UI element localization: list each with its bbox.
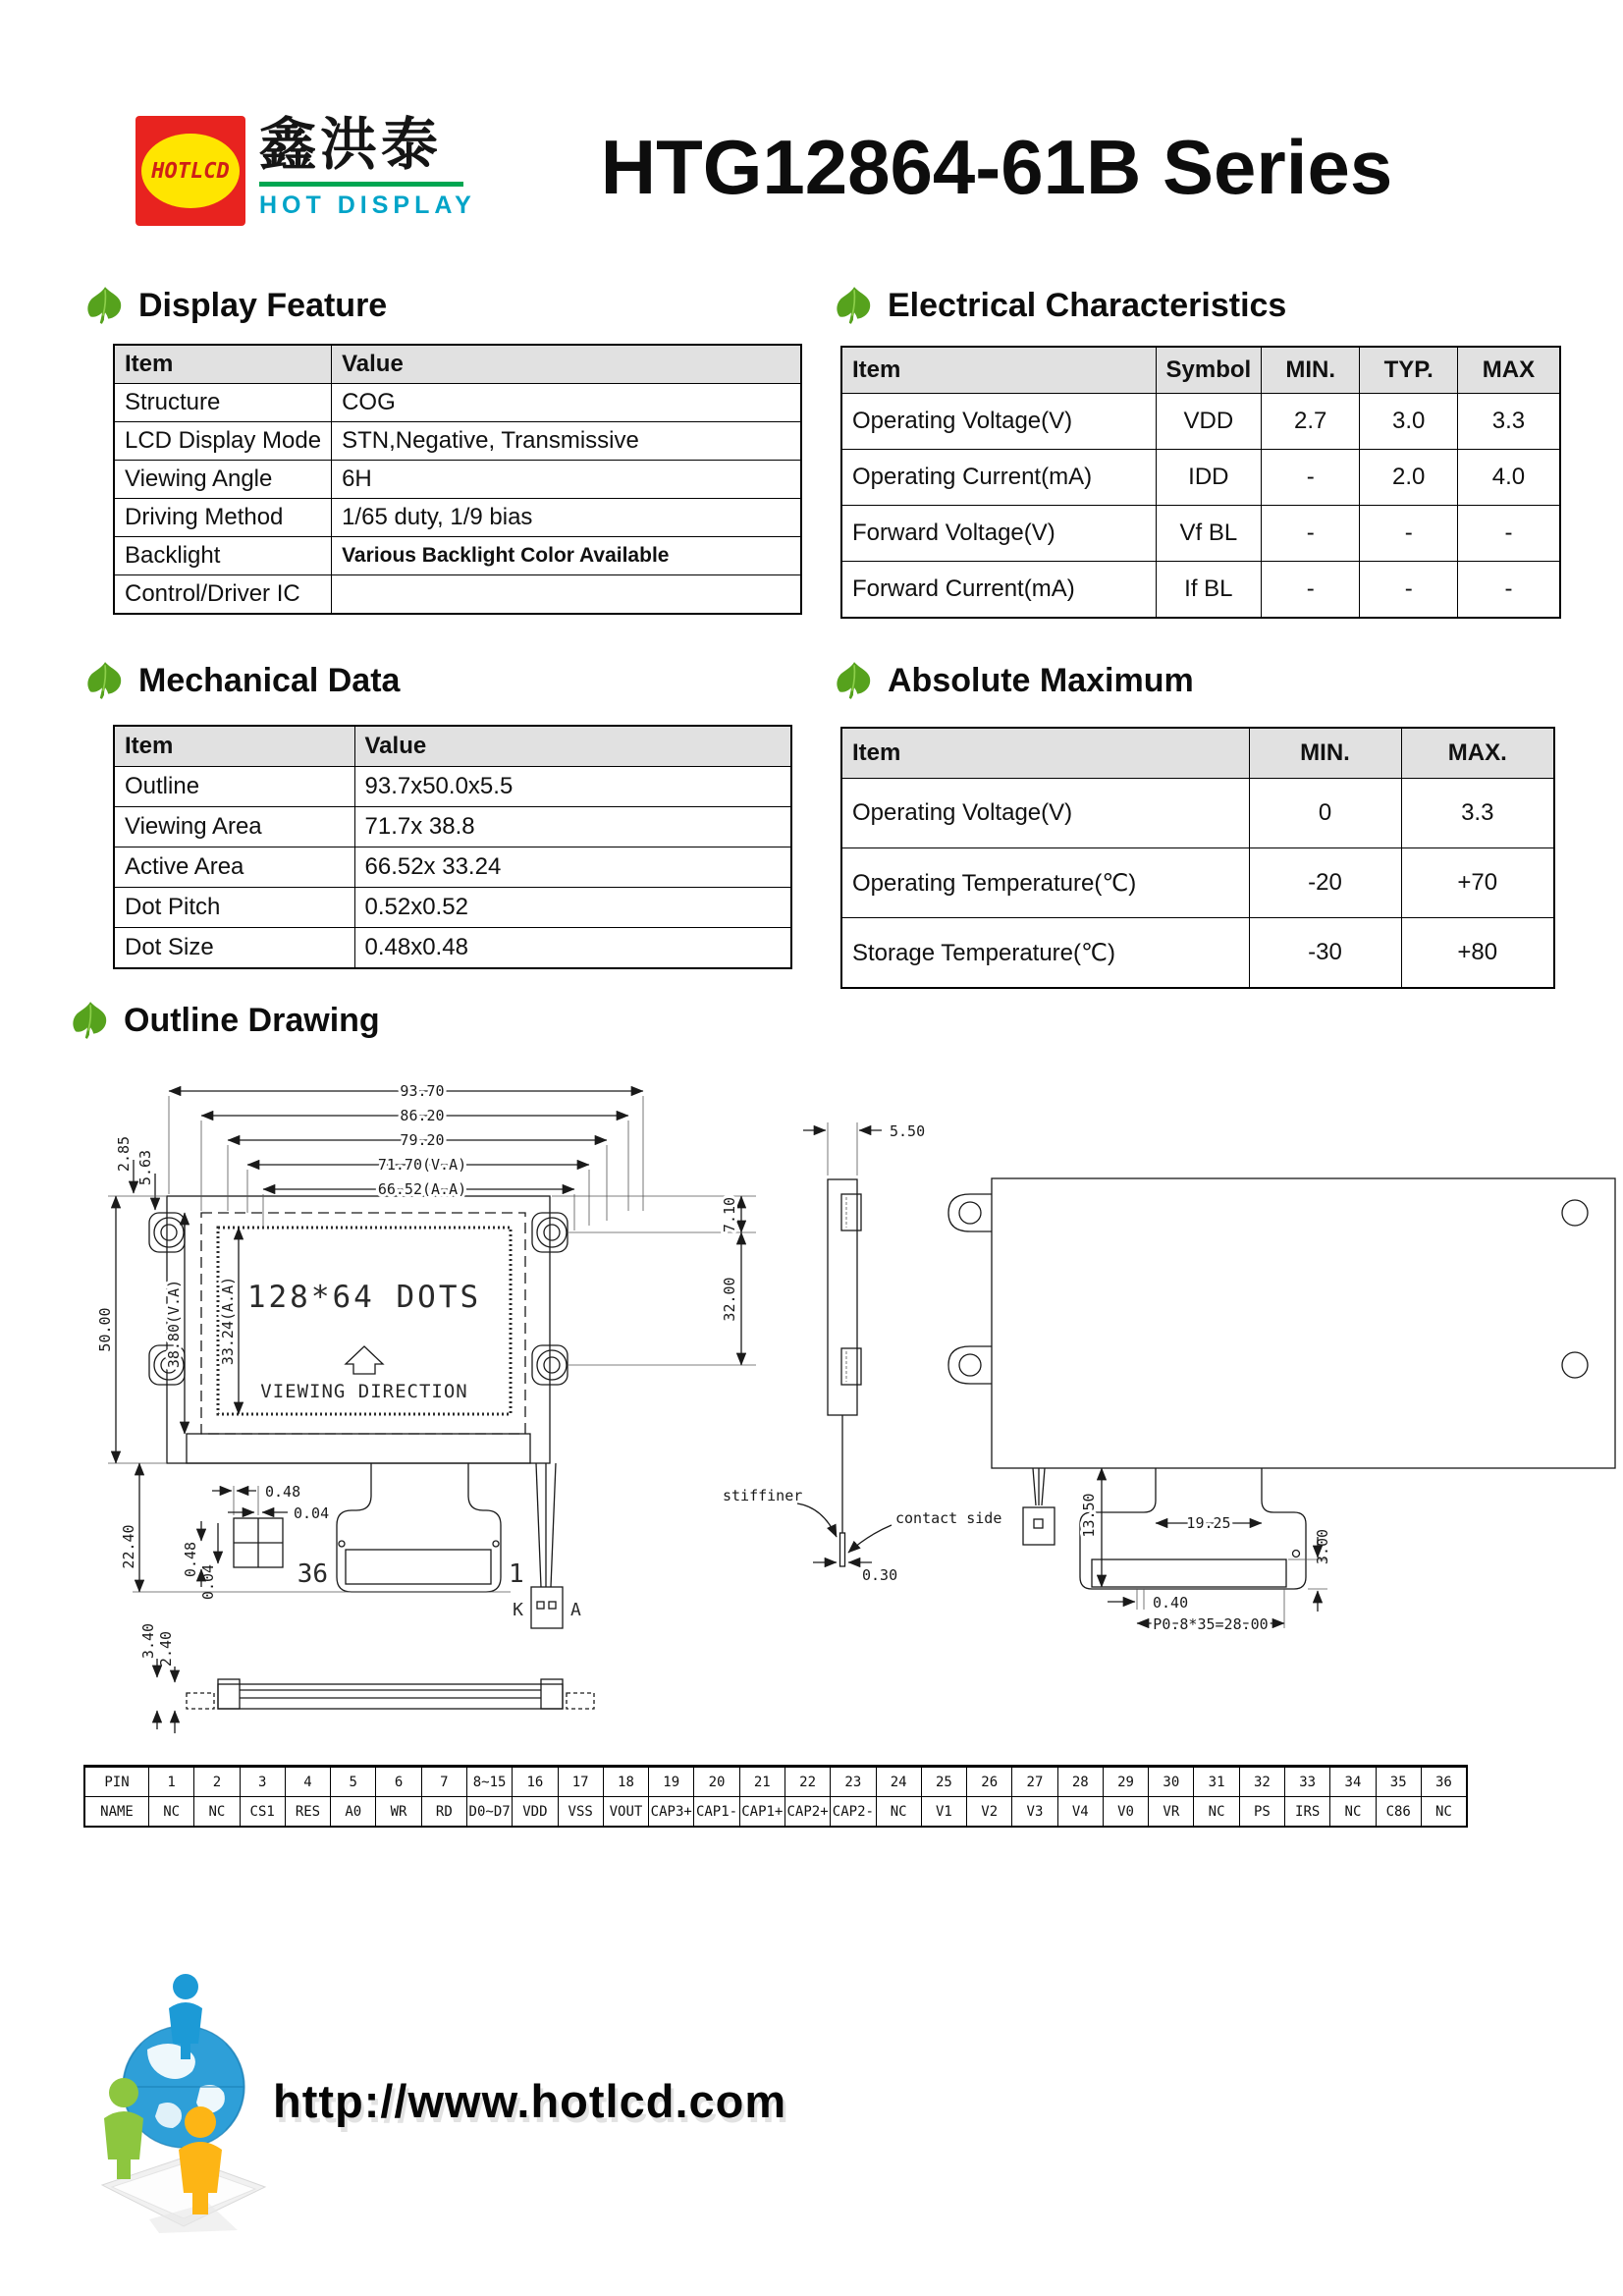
brand-wordmark [259, 114, 475, 220]
pin-cell: 30 [1149, 1767, 1194, 1797]
footer-globe-logo [90, 1940, 272, 2234]
table-cell: Driving Method [114, 499, 332, 537]
pin-cell: RD [421, 1797, 466, 1828]
table-row [841, 506, 1560, 562]
outline-drawing-svg [0, 1064, 1623, 1763]
pin-cell: CAP2+ [784, 1797, 830, 1828]
brand-green-bar [259, 182, 463, 187]
table-cell: 6H [332, 461, 801, 499]
pin-cell: 31 [1194, 1767, 1239, 1797]
pin-cell: NC [1194, 1797, 1239, 1828]
dim-width-86: 86.20 [400, 1107, 445, 1124]
contact-side-label: contact side [895, 1509, 1002, 1527]
column-header: TYP. [1360, 347, 1458, 394]
table-cell: 93.7x50.0x5.5 [354, 767, 791, 807]
table-header-row [841, 728, 1554, 779]
table-cell: Active Area [114, 847, 354, 888]
table-header-row [114, 345, 801, 384]
table-cell: 4.0 [1458, 450, 1560, 506]
dim-top-285: 2.85 [115, 1135, 133, 1173]
pin-row-header: PIN [84, 1767, 149, 1797]
pin-cell: IRS [1285, 1797, 1330, 1828]
table-cell: Forward Voltage(V) [841, 506, 1156, 562]
viewing-direction-arrow-icon [346, 1346, 383, 1374]
column-header: Value [332, 345, 801, 384]
table-cell: - [1458, 562, 1560, 619]
table-cell: +70 [1401, 848, 1554, 918]
table-cell: - [1262, 506, 1360, 562]
table-cell: COG [332, 384, 801, 422]
dim-stiffener-t: 0.30 [862, 1566, 898, 1584]
dim-dot-gap-w: 0.04 [294, 1504, 330, 1522]
table-cell: 2.0 [1360, 450, 1458, 506]
leaf-icon [833, 660, 874, 701]
table-cell: Dot Pitch [114, 888, 354, 928]
dim-dot-w: 0.48 [265, 1483, 301, 1501]
table-cell: Storage Temperature(℃) [841, 918, 1249, 989]
pin-cell: CAP1- [694, 1797, 739, 1828]
pin-cell: 28 [1057, 1767, 1103, 1797]
pin-cell: 29 [1103, 1767, 1148, 1797]
dim-pitch: P0.8*35=28.00 [1153, 1615, 1269, 1633]
table-cell: If BL [1156, 562, 1262, 619]
dim-width-va: 71.70(V.A) [377, 1156, 467, 1174]
pin-cell: 5 [331, 1767, 376, 1797]
table-cell: Various Backlight Color Available [332, 537, 801, 575]
pin-cell: V1 [921, 1797, 966, 1828]
table-cell: Outline [114, 767, 354, 807]
dim-width-total: 93.70 [400, 1082, 445, 1100]
pin-cell: PS [1239, 1797, 1284, 1828]
section-heading: Electrical Characteristics [888, 286, 1287, 324]
section-heading: Absolute Maximum [888, 661, 1194, 699]
brand-subtitle: HOT DISPLAY [259, 191, 476, 219]
column-header: Value [354, 726, 791, 767]
table-header-row [841, 347, 1560, 394]
table-cell: 3.3 [1458, 394, 1560, 450]
pin-cell: 21 [739, 1767, 784, 1797]
table-cell: Operating Voltage(V) [841, 779, 1249, 848]
table-row [841, 848, 1554, 918]
dim-dot-h: 0.48 [182, 1541, 199, 1578]
table-row [114, 767, 791, 807]
table-row [114, 575, 801, 615]
brand-logo-text: HOTLCD [151, 158, 230, 184]
pin-cell: NC [1421, 1797, 1467, 1828]
display-feature-table [113, 344, 802, 615]
table-cell: Forward Current(mA) [841, 562, 1156, 619]
pin-table-row [84, 1767, 1467, 1797]
column-header: MIN. [1249, 728, 1401, 779]
table-header-row [114, 726, 791, 767]
table-cell: LCD Display Mode [114, 422, 332, 461]
section-display-feature [83, 285, 802, 615]
pin-cell: 7 [421, 1767, 466, 1797]
pin-cell: NC [876, 1797, 921, 1828]
column-header: MAX. [1401, 728, 1554, 779]
pin-cell: V2 [967, 1797, 1012, 1828]
pin-cell: 22 [784, 1767, 830, 1797]
pin-cell: V0 [1103, 1797, 1148, 1828]
table-cell: -30 [1249, 918, 1401, 989]
pin-cell: 4 [285, 1767, 330, 1797]
table-row [841, 562, 1560, 619]
absolute-maximum-table [840, 727, 1555, 989]
pin-cell: 23 [831, 1767, 876, 1797]
table-cell: 1/65 duty, 1/9 bias [332, 499, 801, 537]
table-cell [332, 575, 801, 615]
table-cell: - [1262, 562, 1360, 619]
page-title: HTG12864-61B Series [600, 124, 1393, 210]
table-row [114, 928, 791, 969]
pin-cell: 1 [149, 1767, 194, 1797]
pin-cell: 6 [376, 1767, 421, 1797]
pin-cell: 19 [649, 1767, 694, 1797]
dim-fpc-h: 3.00 [1314, 1528, 1331, 1565]
table-cell: 0.48x0.48 [354, 928, 791, 969]
dim-height-va: 38.80(V.A) [165, 1279, 183, 1369]
dim-hole-span: 32.00 [721, 1277, 738, 1322]
table-row [114, 537, 801, 575]
column-header: Item [841, 347, 1156, 394]
pin-cell: VDD [513, 1797, 558, 1828]
pin-cell: NC [1330, 1797, 1376, 1828]
pin-cell: 27 [1012, 1767, 1057, 1797]
pin1-label: 1 [509, 1559, 524, 1589]
pin-cell: C86 [1376, 1797, 1421, 1828]
dim-pad-w: 0.40 [1153, 1594, 1189, 1612]
table-cell: - [1458, 506, 1560, 562]
table-cell: -20 [1249, 848, 1401, 918]
table-cell: VDD [1156, 394, 1262, 450]
dim-thickness: 5.50 [890, 1122, 926, 1140]
pin-cell: 25 [921, 1767, 966, 1797]
table-row [841, 779, 1554, 848]
table-cell: 0.52x0.52 [354, 888, 791, 928]
table-row [114, 384, 801, 422]
dim-profile-h2: 2.40 [157, 1630, 175, 1667]
pin-cell: 36 [1421, 1767, 1467, 1797]
pin-cell: 32 [1239, 1767, 1284, 1797]
table-cell: Viewing Area [114, 807, 354, 847]
leaf-icon [83, 285, 125, 326]
section-outline-drawing [69, 1000, 380, 1041]
table-cell: 0 [1249, 779, 1401, 848]
dim-dot-gap-h: 0.04 [199, 1563, 217, 1601]
table-cell: Dot Size [114, 928, 354, 969]
table-cell: STN,Negative, Transmissive [332, 422, 801, 461]
table-cell: +80 [1401, 918, 1554, 989]
pin36-label: 36 [297, 1559, 328, 1589]
front-view-dimensions [96, 1082, 756, 1592]
pin-cell: VSS [558, 1797, 603, 1828]
electrical-table [840, 346, 1561, 619]
pin-cell: 26 [967, 1767, 1012, 1797]
pin-cell: NC [194, 1797, 240, 1828]
cathode-label: K [513, 1600, 523, 1620]
dim-height-total: 50.00 [96, 1307, 114, 1352]
table-cell: 3.3 [1401, 779, 1554, 848]
anode-label: A [570, 1600, 581, 1620]
pin-cell: 17 [558, 1767, 603, 1797]
table-row [114, 807, 791, 847]
section-heading: Mechanical Data [138, 661, 401, 699]
pin-table [83, 1765, 1468, 1828]
brand-cjk-text: 鑫洪泰 [259, 113, 443, 177]
table-cell: Operating Current(mA) [841, 450, 1156, 506]
pin-cell: CAP1+ [739, 1797, 784, 1828]
dim-hole-offset: 7.10 [721, 1196, 738, 1233]
table-cell: 71.7x 38.8 [354, 807, 791, 847]
table-cell: - [1262, 450, 1360, 506]
table-cell: 66.52x 33.24 [354, 847, 791, 888]
pin-cell: RES [285, 1797, 330, 1828]
dim-fpc-drop: 13.50 [1080, 1493, 1098, 1538]
pin-cell: VR [1149, 1797, 1194, 1828]
pin-cell: NC [149, 1797, 194, 1828]
person-green-icon [104, 2078, 143, 2179]
section-electrical [833, 285, 1561, 619]
pin-cell: 16 [513, 1767, 558, 1797]
table-cell: Structure [114, 384, 332, 422]
pin-cell: 33 [1285, 1767, 1330, 1797]
table-cell: 3.0 [1360, 394, 1458, 450]
table-cell: - [1360, 562, 1458, 619]
footer-url-link[interactable]: http://www.hotlcd.com [273, 2075, 787, 2127]
table-row [114, 888, 791, 928]
table-cell: Viewing Angle [114, 461, 332, 499]
dim-top-563: 5.63 [136, 1149, 154, 1186]
leaf-icon [83, 660, 125, 701]
column-header: Item [841, 728, 1249, 779]
table-row [841, 394, 1560, 450]
pin-cell: 8~15 [466, 1767, 512, 1797]
table-cell: IDD [1156, 450, 1262, 506]
pin-cell: 20 [694, 1767, 739, 1797]
table-cell: Vf BL [1156, 506, 1262, 562]
pin-cell: V3 [1012, 1797, 1057, 1828]
dots-label: 128*64 DOTS [246, 1280, 482, 1315]
dim-tail-len: 22.40 [120, 1524, 137, 1569]
dim-width-79: 79.20 [400, 1131, 445, 1149]
table-cell: Control/Driver IC [114, 575, 332, 615]
table-cell: Backlight [114, 537, 332, 575]
table-row [114, 499, 801, 537]
section-heading: Outline Drawing [124, 1001, 380, 1039]
stiffener-label: stiffiner [723, 1487, 803, 1504]
pin-cell: CAP2- [831, 1797, 876, 1828]
mechanical-table [113, 725, 792, 969]
pin-cell: WR [376, 1797, 421, 1828]
column-header: Item [114, 726, 354, 767]
leaf-icon [69, 1000, 110, 1041]
viewing-direction-label: VIEWING DIRECTION [260, 1381, 468, 1402]
table-cell: Operating Voltage(V) [841, 394, 1156, 450]
table-row [841, 918, 1554, 989]
pin-cell: 18 [603, 1767, 648, 1797]
table-row [841, 450, 1560, 506]
section-absolute-maximum [833, 660, 1555, 989]
pin-cell: 24 [876, 1767, 921, 1797]
leaf-icon [833, 285, 874, 326]
bottom-profile-view [139, 1623, 594, 1733]
back-view [948, 1178, 1615, 1633]
column-header: Item [114, 345, 332, 384]
pin-cell: 2 [194, 1767, 240, 1797]
section-heading: Display Feature [138, 286, 388, 324]
pin-table-row [84, 1797, 1467, 1828]
dim-fpc-neck: 19.25 [1186, 1514, 1231, 1532]
pin-cell: D0~D7 [466, 1797, 512, 1828]
side-view [723, 1122, 1001, 1584]
table-cell: Operating Temperature(℃) [841, 848, 1249, 918]
table-row [114, 847, 791, 888]
pin-cell: 3 [240, 1767, 285, 1797]
pin-cell: VOUT [603, 1797, 648, 1828]
dim-height-aa: 33.24(A.A) [219, 1276, 237, 1366]
pin-cell: 34 [1330, 1767, 1376, 1797]
pin-cell: CAP3+ [649, 1797, 694, 1828]
pin-cell: CS1 [240, 1797, 285, 1828]
table-row [114, 461, 801, 499]
brand-logo [135, 116, 245, 226]
pin-cell: 35 [1376, 1767, 1421, 1797]
column-header: Symbol [1156, 347, 1262, 394]
dim-profile-h1: 3.40 [139, 1622, 157, 1660]
pin-cell: V4 [1057, 1797, 1103, 1828]
table-cell: - [1360, 506, 1458, 562]
section-mechanical [83, 660, 792, 969]
front-view [149, 1196, 581, 1628]
pin-cell: A0 [331, 1797, 376, 1828]
dim-width-aa: 66.52(A.A) [377, 1180, 467, 1198]
table-cell: 2.7 [1262, 394, 1360, 450]
column-header: MAX [1458, 347, 1560, 394]
table-row [114, 422, 801, 461]
column-header: MIN. [1262, 347, 1360, 394]
pin-row-header: NAME [84, 1797, 149, 1828]
brand-logo-ellipse [141, 134, 240, 208]
